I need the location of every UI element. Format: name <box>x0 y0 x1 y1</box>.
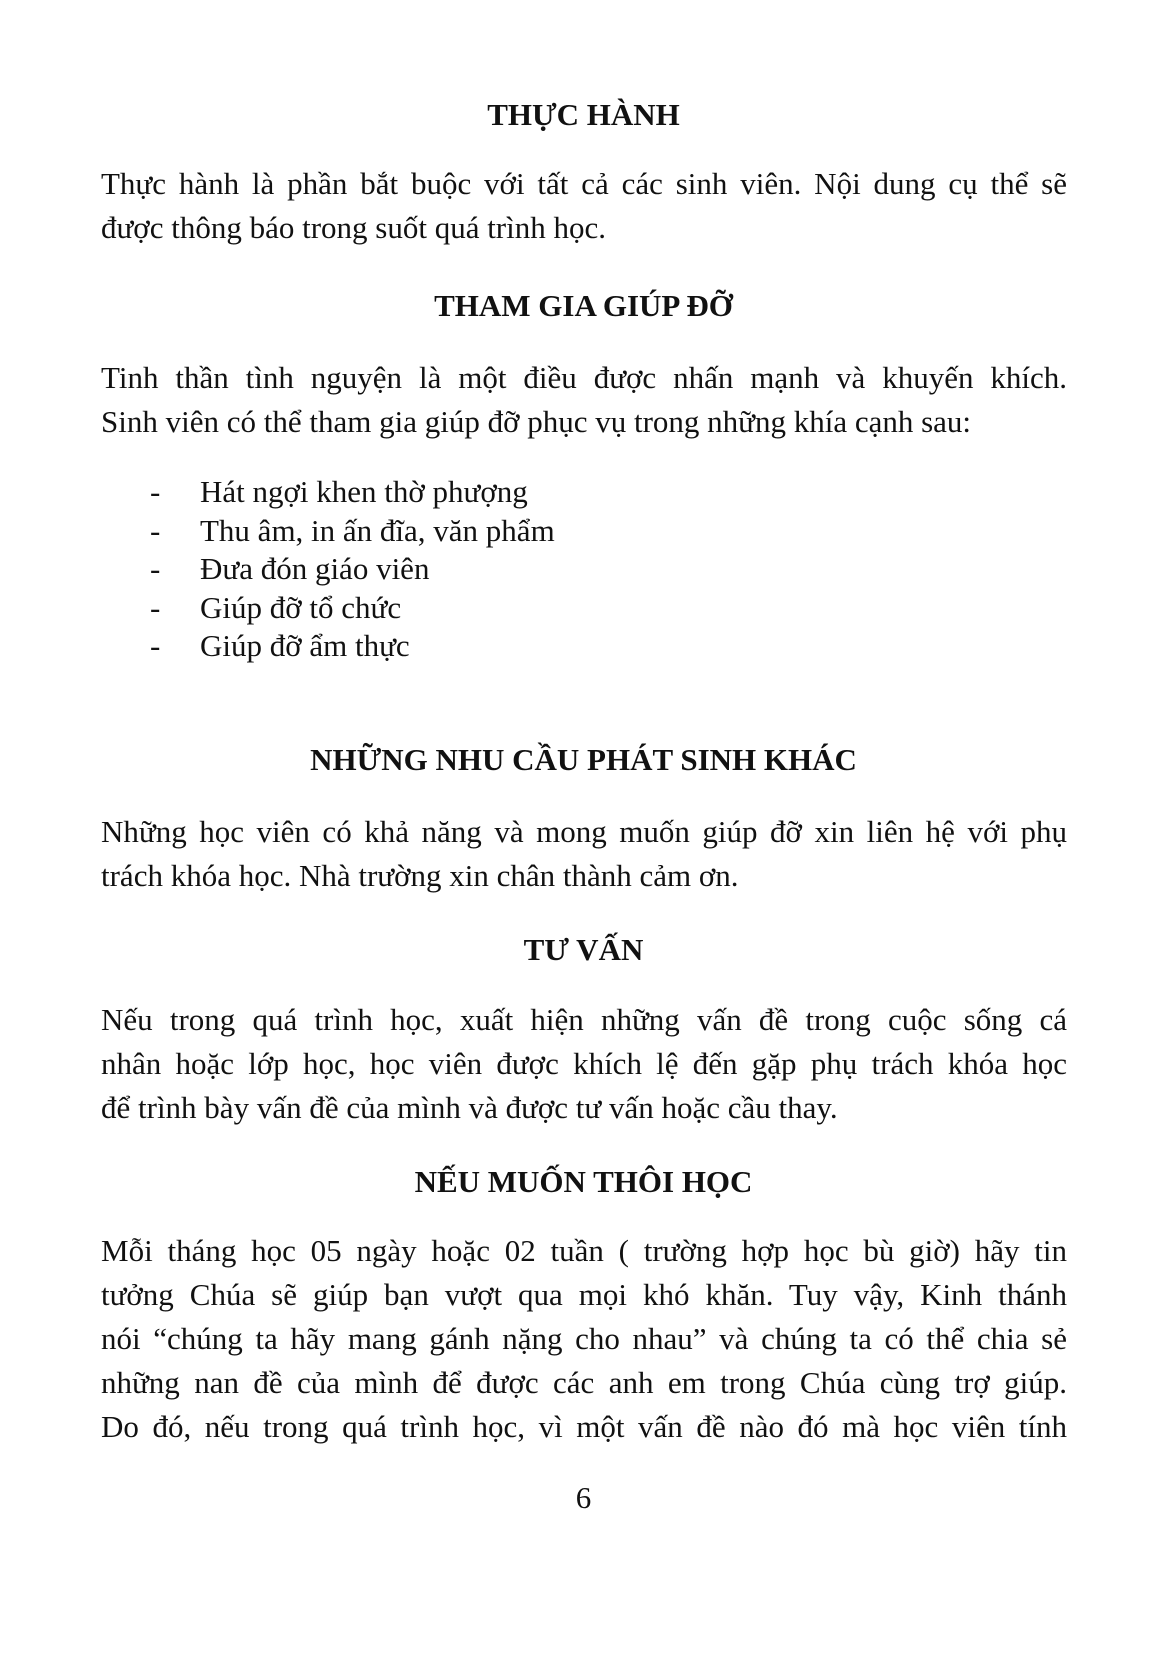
list-item-label: Hát ngợi khen thờ phượng <box>200 474 528 509</box>
paragraph-line: Tinh thần tình nguyện là một điều được nhấn mạnh và khuyến khích. <box>101 360 1067 395</box>
bullet-dash: - <box>150 512 161 548</box>
page-number: 6 <box>575 1480 592 1515</box>
heading-thuc-hanh: THỰC HÀNH <box>487 97 680 132</box>
paragraph-thuc-hanh <box>101 162 1067 250</box>
paragraph-line: Những học viên có khả năng và mong muốn giúp đỡ xin liên hệ với phụ <box>101 814 1067 849</box>
paragraph-line: Mỗi tháng học 05 ngày hoặc 02 tuần ( trường hợp học bù giờ) hãy tin <box>101 1233 1067 1268</box>
paragraph-tu-van <box>101 998 1067 1130</box>
heading-nhung-nhu-cau: NHỮNG NHU CẦU PHÁT SINH KHÁC <box>310 742 857 777</box>
list-item <box>101 550 555 589</box>
list-item <box>101 473 555 512</box>
paragraph-thoi-hoc <box>101 1229 1067 1449</box>
paragraph-line: Thực hành là phần bắt buộc với tất cả các sinh viên. Nội dung cụ thể sẽ <box>101 166 1067 201</box>
bullet-dash: - <box>150 628 161 663</box>
list-item-label: Thu âm, in ấn đĩa, văn phẩm <box>200 512 555 548</box>
heading-neu-muon-thoi-hoc: NẾU MUỐN THÔI HỌC <box>414 1164 753 1199</box>
list-item <box>101 589 555 628</box>
paragraph-tham-gia <box>101 356 1067 444</box>
paragraph-line: được thông báo trong suốt quá trình học. <box>101 210 607 245</box>
bullet-dash: - <box>150 551 161 586</box>
heading-tham-gia-giup-do: THAM GIA GIÚP ĐỠ <box>434 288 733 323</box>
paragraph-line: Do đó, nếu trong quá trình học, vì một vấn đề nào đó mà học viên tính <box>101 1409 1067 1444</box>
paragraph-line: những nan đề của mình để được các anh em trong Chúa cùng trợ giúp. <box>101 1365 1067 1400</box>
bullet-dash: - <box>150 589 161 625</box>
paragraph-line: nói “chúng ta hãy mang gánh nặng cho nhau” và chúng ta có thể chia sẻ <box>101 1321 1067 1356</box>
paragraph-line: trách khóa học. Nhà trường xin chân thành cảm ơn. <box>101 858 739 893</box>
list-item-label: Giúp đỡ ẩm thực <box>200 628 410 663</box>
paragraph-line: nhân hoặc lớp học, học viên được khích lệ đến gặp phụ trách khóa học <box>101 1046 1067 1081</box>
heading-tu-van: TƯ VẤN <box>523 932 644 967</box>
list-item-label: Giúp đỡ tổ chức <box>200 589 402 625</box>
paragraph-nhu-cau <box>101 810 1067 898</box>
paragraph-line: Nếu trong quá trình học, xuất hiện những vấn đề trong cuộc sống cá <box>101 1002 1067 1037</box>
volunteer-list <box>101 473 555 666</box>
list-item <box>101 627 555 666</box>
paragraph-line: Sinh viên có thể tham gia giúp đỡ phục vụ trong những khía cạnh sau: <box>101 404 972 439</box>
paragraph-line: tưởng Chúa sẽ giúp bạn vượt qua mọi khó khăn. Tuy vậy, Kinh thánh <box>101 1277 1067 1312</box>
list-item-label: Đưa đón giáo viên <box>200 551 430 586</box>
paragraph-line: để trình bày vấn đề của mình và được tư vấn hoặc cầu thay. <box>101 1090 838 1125</box>
list-item <box>101 512 555 551</box>
bullet-dash: - <box>150 474 161 509</box>
